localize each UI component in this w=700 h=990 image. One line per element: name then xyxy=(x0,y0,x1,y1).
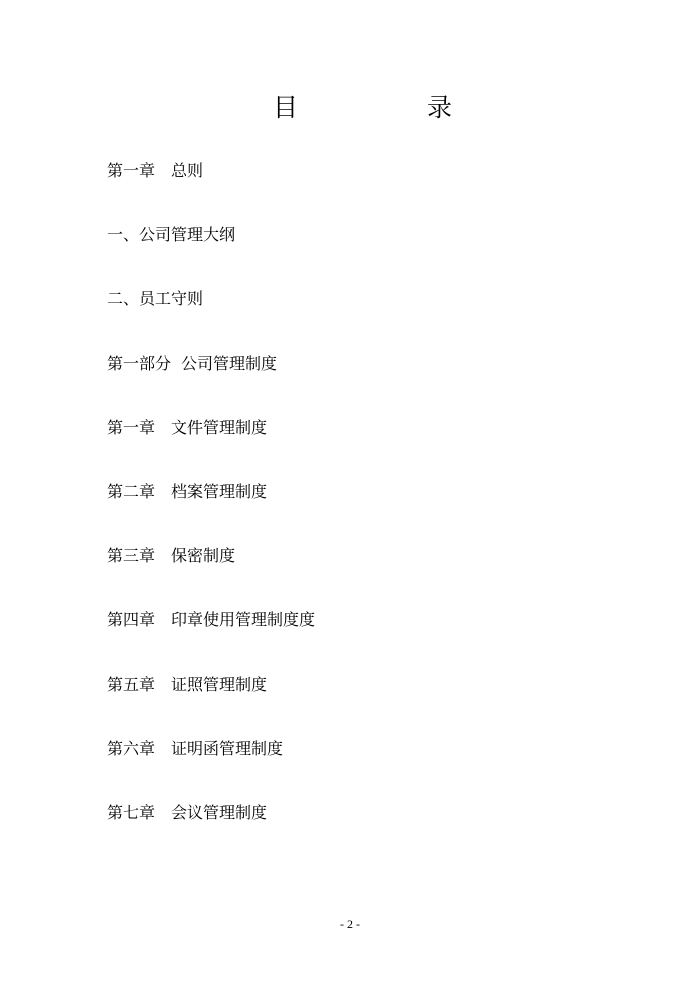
toc-entry-text: 档案管理制度 xyxy=(171,481,268,501)
toc-entry[interactable] xyxy=(107,160,627,224)
toc-entry[interactable] xyxy=(107,802,627,866)
toc-entry-text: 证明函管理制度 xyxy=(171,738,284,758)
toc-entry[interactable] xyxy=(107,417,627,481)
toc-entry-label: 第五章 xyxy=(107,674,156,694)
toc-entry[interactable] xyxy=(107,674,627,738)
toc-entry-label: 第四章 xyxy=(107,610,156,630)
toc-entry-text: 总则 xyxy=(171,161,204,180)
toc-entry-label: 一、公司管理大纲 xyxy=(107,225,236,245)
toc-title xyxy=(0,88,700,128)
toc-entry[interactable] xyxy=(107,224,627,288)
toc-entry-label: 第一章 xyxy=(107,417,156,437)
toc-title-char-1: 目 xyxy=(273,93,299,122)
toc-entry-text: 公司管理制度 xyxy=(181,353,278,373)
toc-entry-text: 会议管理制度 xyxy=(171,802,268,822)
toc-entry[interactable] xyxy=(107,609,627,673)
toc-entry[interactable] xyxy=(107,545,627,609)
toc-entry-label: 第二章 xyxy=(107,481,156,501)
toc-entry-text: 文件管理制度 xyxy=(171,417,268,437)
toc-entry-label: 第七章 xyxy=(107,802,156,822)
toc-entry[interactable] xyxy=(107,288,627,352)
toc-title-char-2: 录 xyxy=(427,93,453,122)
toc-entry-text: 保密制度 xyxy=(171,546,236,566)
toc-entry[interactable] xyxy=(107,481,627,545)
toc-entry-label: 二、员工守则 xyxy=(107,289,204,309)
toc-entry-label: 第六章 xyxy=(107,738,156,758)
toc-entry-label: 第三章 xyxy=(107,546,156,566)
toc-entry-label: 第一章 xyxy=(107,161,156,180)
toc-entry[interactable] xyxy=(107,738,627,802)
toc-entry-text: 证照管理制度 xyxy=(171,674,268,694)
table-of-contents xyxy=(107,160,627,866)
page-number: - 2 - xyxy=(340,917,360,931)
toc-entry-label: 第一部分 xyxy=(107,353,172,373)
toc-entry-text: 印章使用管理制度度 xyxy=(171,610,316,630)
toc-entry[interactable] xyxy=(107,353,627,417)
